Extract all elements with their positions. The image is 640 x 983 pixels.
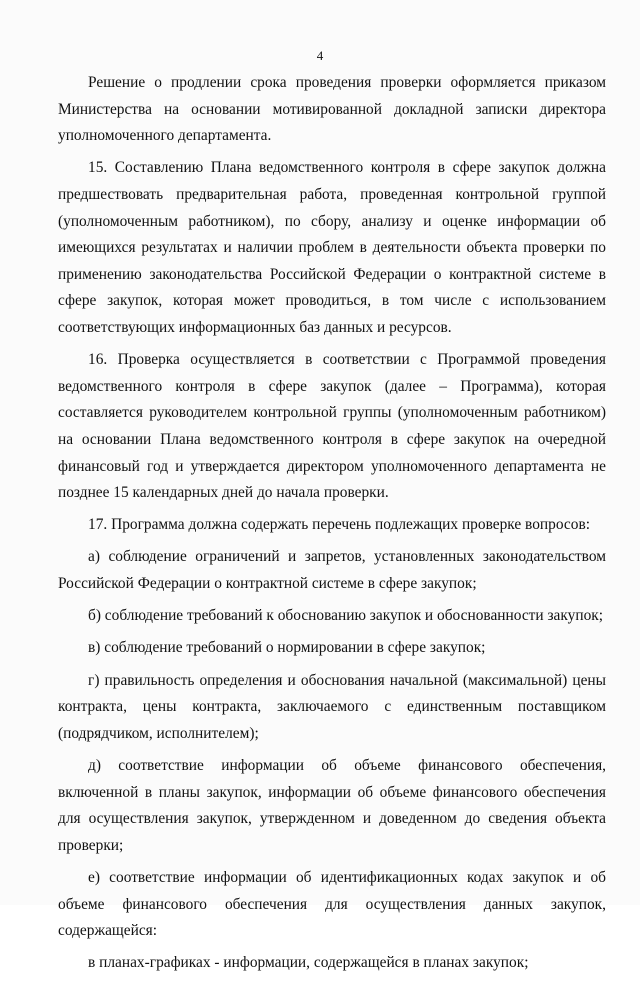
paragraph-16: 16. Проверка осуществляется в соответствии с Программой проведения ведомственного контроля в сфере закупок (далее – Программа), которая составляется руководителем контрольной группы (уполномоченным работником) на основании Плана ведомственного контроля в сфере закупок на очередной финансовый год и утверждается директором уполномоченного департамента не позднее 15 календарных дней до начала проверки. [58, 351, 606, 502]
page-number: 4 [316, 48, 324, 63]
list-item-v: в) соблюдение требований о нормировании в сфере закупок; [88, 639, 486, 657]
list-item-g: г) правильность определения и обоснования начальной (максимальной) цены контракта, цены контракта, заключаемого с единственным поставщиком (подрядчиком, исполнителем); [58, 671, 606, 742]
paragraph-extension-decision: Решение о продлении срока проведения проверки оформляется приказом Министерства на основании мотивированной докладной записки директора уполномоченного департамента. [58, 74, 606, 145]
list-item-e-subitem: в планах-графиках - информации, содержащейся в планах закупок; [88, 954, 529, 972]
paragraph-17: 17. Программа должна содержать перечень подлежащих проверке вопросов: [88, 516, 590, 534]
list-item-d: д) соответствие информации об объеме финансового обеспечения, включенной в планы закупок, информации об объеме финансового обеспечения для осуществления закупок, утвержденном и доведенном до сведения объекта проверки; [58, 757, 606, 854]
document-body [58, 70, 606, 983]
list-item-a: а) соблюдение ограничений и запретов, установленных законодательством Российской Федерации о контрактной системе в сфере закупок; [58, 548, 606, 593]
paragraph-15: 15. Составлению Плана ведомственного контроля в сфере закупок должна предшествовать предварительная работа, проведенная контрольной группой (уполномоченным работником), по сбору, анализу и оценке информации об имеющихся результатах и наличии проблем в деятельности объекта проверки по применению законодательства Российской Федерации о контрактной системе в сфере закупок, которая может проводиться, в том числе с использованием соответствующих информационных баз данных и ресурсов. [58, 159, 606, 336]
list-item-b: б) соблюдение требований к обоснованию закупок и обоснованности закупок; [88, 607, 604, 625]
list-item-e: е) соответствие информации об идентификационных кодах закупок и об объеме финансового обеспечения для осуществления данных закупок, содержащейся: [58, 868, 606, 940]
